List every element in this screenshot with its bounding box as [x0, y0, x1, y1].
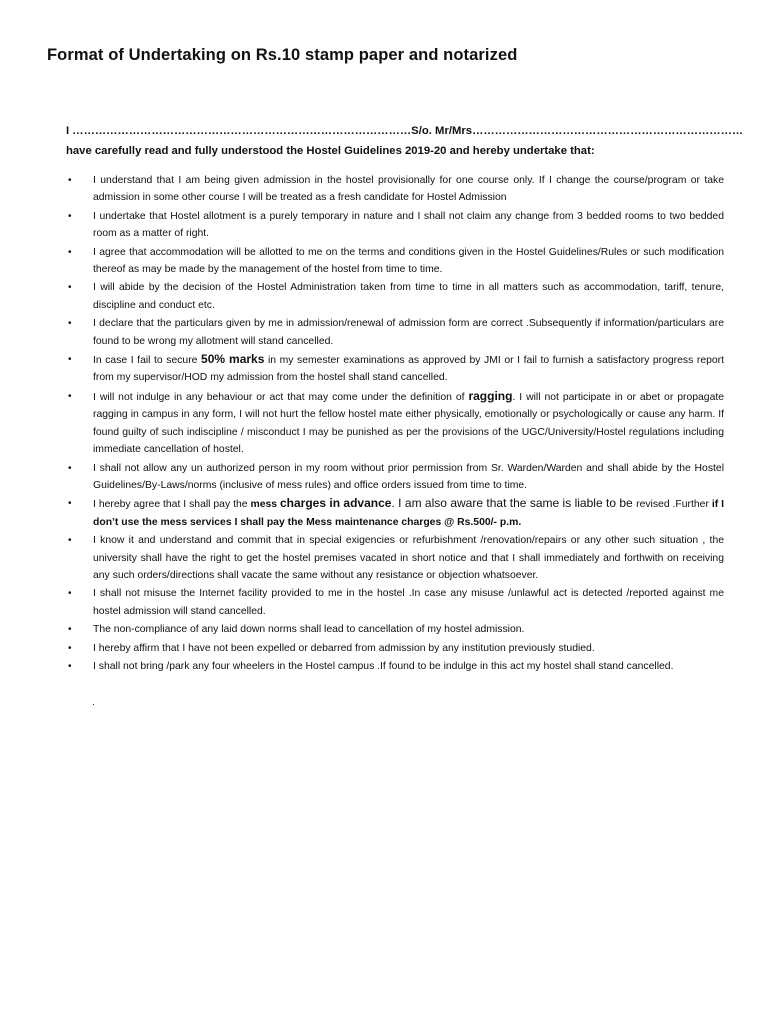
- undertaking-item: [66, 621, 724, 638]
- item-emphasis: mess: [250, 499, 280, 511]
- item-text: in my semester examinations as approved by JMI or I fail to furnish a satisfactory progress report from my supervisor/HOD my admission from the hostel shall stand cancelled.: [93, 355, 724, 384]
- item-text: I shall not allow any un authorized person in my room without prior permission from Sr. Warden/Warden and shall abide by the Hostel Guidelines/By-Laws/norms (inclusive of mess rules) and office orders issued from time to time.: [93, 462, 724, 491]
- undertaking-item: [66, 208, 724, 243]
- undertaking-intro: have carefully read and fully understood the Hostel Guidelines 2019-20 and hereby undertake that:: [66, 145, 595, 157]
- bullet-icon: •: [68, 588, 72, 600]
- document-title: Format of Undertaking on Rs.10 stamp paper and notarized: [47, 46, 518, 64]
- undertaking-item: [66, 388, 724, 459]
- item-emphasis: if I don’t use the mess services I shall pay the Mess maintenance charges @ Rs.500/- p.m.: [93, 499, 725, 528]
- bullet-icon: •: [68, 318, 72, 330]
- item-text: . I am also aware that the same is liable to be: [391, 496, 637, 511]
- undertaking-item: [66, 640, 724, 657]
- undertaking-item: [66, 585, 724, 620]
- undertaking-item: [66, 172, 724, 207]
- bullet-icon: •: [68, 210, 72, 222]
- item-text: I hereby affirm that I have not been expelled or debarred from admission by any institution previously studied.: [93, 642, 595, 654]
- item-text: I undertake that Hostel allotment is a purely temporary in nature and I shall not claim any change from 3 bedded rooms to two bedded room as a matter of right.: [93, 210, 724, 240]
- item-text: The non-compliance of any laid down norms shall lead to cancellation of my hostel admission.: [93, 624, 525, 636]
- item-text: I declare that the particulars given by me in admission/renewal of admission form are correct .Subsequently if information/particulars are found to be wrong my allotment will stand cancelled.: [93, 318, 724, 347]
- bullet-icon: •: [68, 246, 72, 258]
- trailing-mark: .: [92, 697, 95, 708]
- undertaking-item: [66, 532, 724, 584]
- bullet-icon: •: [68, 535, 72, 547]
- item-text: I will abide by the decision of the Hostel Administration taken from time to time in all matters such as accommodation, tariff, tenure, discipline and conduct etc.: [93, 282, 724, 311]
- undertaking-item: [66, 315, 724, 350]
- item-text: I will not indulge in any behaviour or act that may come under the definition of: [93, 391, 469, 403]
- item-emphasis: ragging: [468, 388, 513, 403]
- item-emphasis: 50% marks: [201, 352, 265, 367]
- bullet-icon: •: [68, 282, 72, 294]
- item-emphasis: charges in advance: [279, 496, 392, 511]
- item-text: I know it and understand and commit that in special exigencies or refurbishment /renovation/repairs or any other such situation , the university shall have the right to get the hostel premises vacated in short notice and that I shall immediately and forthwith on receiving any such orders/directions shall vacate the same without any resistance or objection whatsoever.: [93, 535, 724, 581]
- item-text: In case I fail to secure: [93, 355, 202, 367]
- undertaking-item: [66, 244, 724, 279]
- bullet-icon: •: [68, 660, 72, 672]
- bullet-icon: •: [68, 642, 72, 654]
- item-text: I hereby agree that I shall pay the: [93, 499, 251, 511]
- name-declaration-line: I ………………………………………………………………………………S/o. Mr/Mrs………………………………………………………………: [66, 125, 744, 137]
- undertaking-item: [66, 495, 724, 531]
- item-text: I agree that accommodation will be allotted to me on the terms and conditions given in the Hostel Guidelines/Rules or such modification thereof as may be made by the management of the hostel from time to time.: [93, 246, 724, 276]
- undertaking-list: [66, 172, 724, 676]
- undertaking-item: [66, 460, 724, 495]
- item-text: I understand that I am being given admission in the hostel provisionally for one course only. If I change the course/program or take admission in some other course I will be treated as a fresh candidate for Hostel Admission: [93, 175, 724, 204]
- bullet-icon: •: [68, 498, 72, 510]
- undertaking-item: [66, 279, 724, 314]
- bullet-icon: •: [68, 624, 72, 636]
- item-text: I shall not bring /park any four wheelers in the Hostel campus .If found to be indulge in this act my hostel shall stand cancelled.: [93, 660, 674, 672]
- bullet-icon: •: [68, 462, 72, 474]
- bullet-icon: •: [68, 390, 72, 402]
- undertaking-item: [66, 658, 724, 675]
- undertaking-item: [66, 351, 724, 387]
- bullet-icon: •: [68, 175, 72, 186]
- bullet-icon: •: [68, 354, 72, 366]
- item-text: I shall not misuse the Internet facility provided to me in the hostel .In case any misuse /unlawful act is detected /reported against me hostel admission will stand cancelled.: [93, 588, 724, 617]
- item-text: revised .Further: [636, 499, 712, 511]
- item-text: . I will not participate in or abet or propagate ragging in campus in any form, I will not hurt the fellow hostel mate either physically, emotionally or psychologically or cause any harm. If found guilty of such indiscipline / misconduct I may be punished as per the provisions of the UGC/University/Hostel regulations including immediate cancellation of hostel.: [93, 391, 725, 456]
